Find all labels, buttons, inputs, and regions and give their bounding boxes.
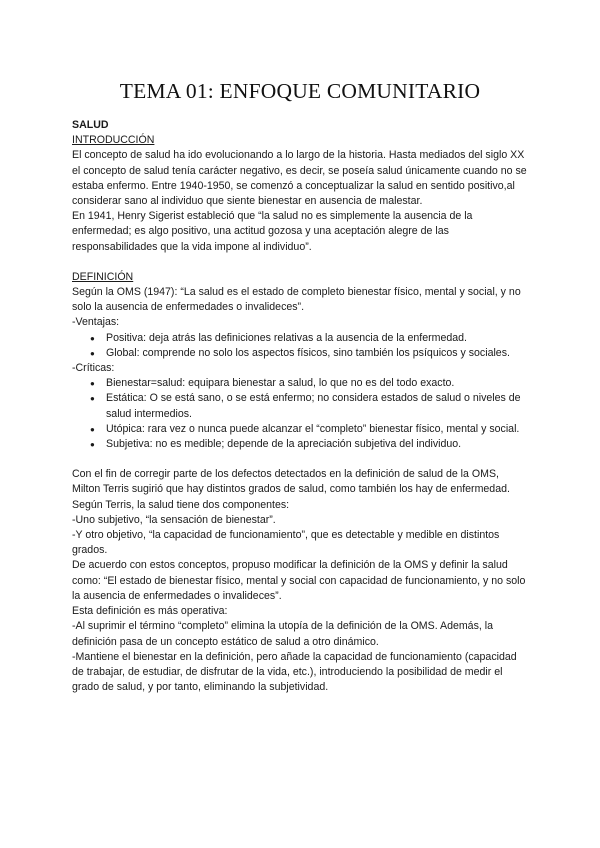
list-item: ● Utópica: rara vez o nunca puede alcanzar el “completo” bienestar físico, mental y social. bbox=[106, 422, 528, 437]
terris-paragraph-5: De acuerdo con estos conceptos, propuso modificar la definición de la OMS y definir la salud como: “El estado de bienestar físico, mental y social con capacidad de funcionamiento, y no solo la ausencia de enfermedades o invalideces”. bbox=[72, 559, 526, 602]
criticas-list bbox=[72, 376, 528, 452]
intro-heading: INTRODUCCIÓN bbox=[72, 134, 155, 147]
list-item: ● Estática: O se está sano, o se está enfermo; no considera estados de salud o niveles de salud intermedios. bbox=[106, 391, 528, 421]
list-item: ● Positiva: deja atrás las definiciones relativas a la ausencia de la enfermedad. bbox=[106, 331, 528, 346]
list-item: ● Subjetiva: no es medible; depende de la apreciación subjetiva del individuo. bbox=[106, 437, 528, 452]
terris-paragraph-4: -Y otro objetivo, “la capacidad de funcionamiento”, que es detectable y medible en distintos grados. bbox=[72, 529, 500, 557]
section-heading: SALUD bbox=[72, 119, 109, 131]
oms-definition: Según la OMS (1947): “La salud es el estado de completo bienestar físico, mental y social, y no solo la ausencia de enfermedades o invalideces”. bbox=[72, 286, 521, 314]
terris-paragraph-2: Según Terris, la salud tiene dos componentes: bbox=[72, 498, 290, 511]
page-title: TEMA 01: ENFOQUE COMUNITARIO bbox=[119, 79, 481, 103]
spacer bbox=[72, 452, 528, 467]
intro-paragraph-1: El concepto de salud ha ido evolucionando a lo largo de la historia. Hasta mediados del siglo XX el concepto de salud tenía carácter negativo, es decir, se poseía salud únicamente cuando no se estaba enfermo. Entre 1940-1950, se comenzó a conceptualizar la salud en sentido positivo,al considerar sano al individuo que siente bienestar en ausencia de malestar. bbox=[72, 149, 527, 208]
ventajas-list bbox=[72, 331, 528, 361]
list-item: ● Global: comprende no solo los aspectos físicos, sino también los psíquicos y sociales. bbox=[106, 346, 528, 361]
list-item: ● Bienestar=salud: equipara bienestar a salud, lo que no es del todo exacto. bbox=[106, 376, 528, 391]
definition-heading: DEFINICIÓN bbox=[72, 270, 134, 283]
terris-paragraph-1: Con el fin de corregir parte de los defectos detectados en la definición de salud de la OMS, Milton Terris sugirió que hay distintos grados de salud, como también los hay de enfermedad. bbox=[72, 468, 510, 496]
spacer bbox=[72, 255, 528, 270]
terris-paragraph-3: -Uno subjetivo, “la sensación de bienestar”. bbox=[72, 513, 276, 526]
terris-paragraph-8: -Mantiene el bienestar en la definición, pero añade la capacidad de funcionamiento (capacidad de trabajar, de estudiar, de disfrutar de la vida, etc.), introduciendo la posibilidad de medir el grado de salud, y por tanto, eliminando la subjetividad. bbox=[72, 650, 517, 694]
criticas-label: -Críticas: bbox=[72, 362, 115, 375]
terris-paragraph-6: Esta definición es más operativa: bbox=[72, 605, 228, 618]
terris-paragraph-7: -Al suprimir el término “completo” elimina la utopía de la definición de la OMS. Además, la definición pasa de un concepto estático de salud a otro dinámico. bbox=[72, 620, 493, 648]
document-body bbox=[72, 118, 528, 695]
intro-paragraph-2: En 1941, Henry Sigerist estableció que “la salud no es simplemente la ausencia de la enfermedad; es algo positivo, una actitud gozosa y una aceptación alegre de las responsabilidades que la vida impone al individuo”. bbox=[72, 210, 473, 253]
ventajas-label: -Ventajas: bbox=[72, 316, 120, 329]
